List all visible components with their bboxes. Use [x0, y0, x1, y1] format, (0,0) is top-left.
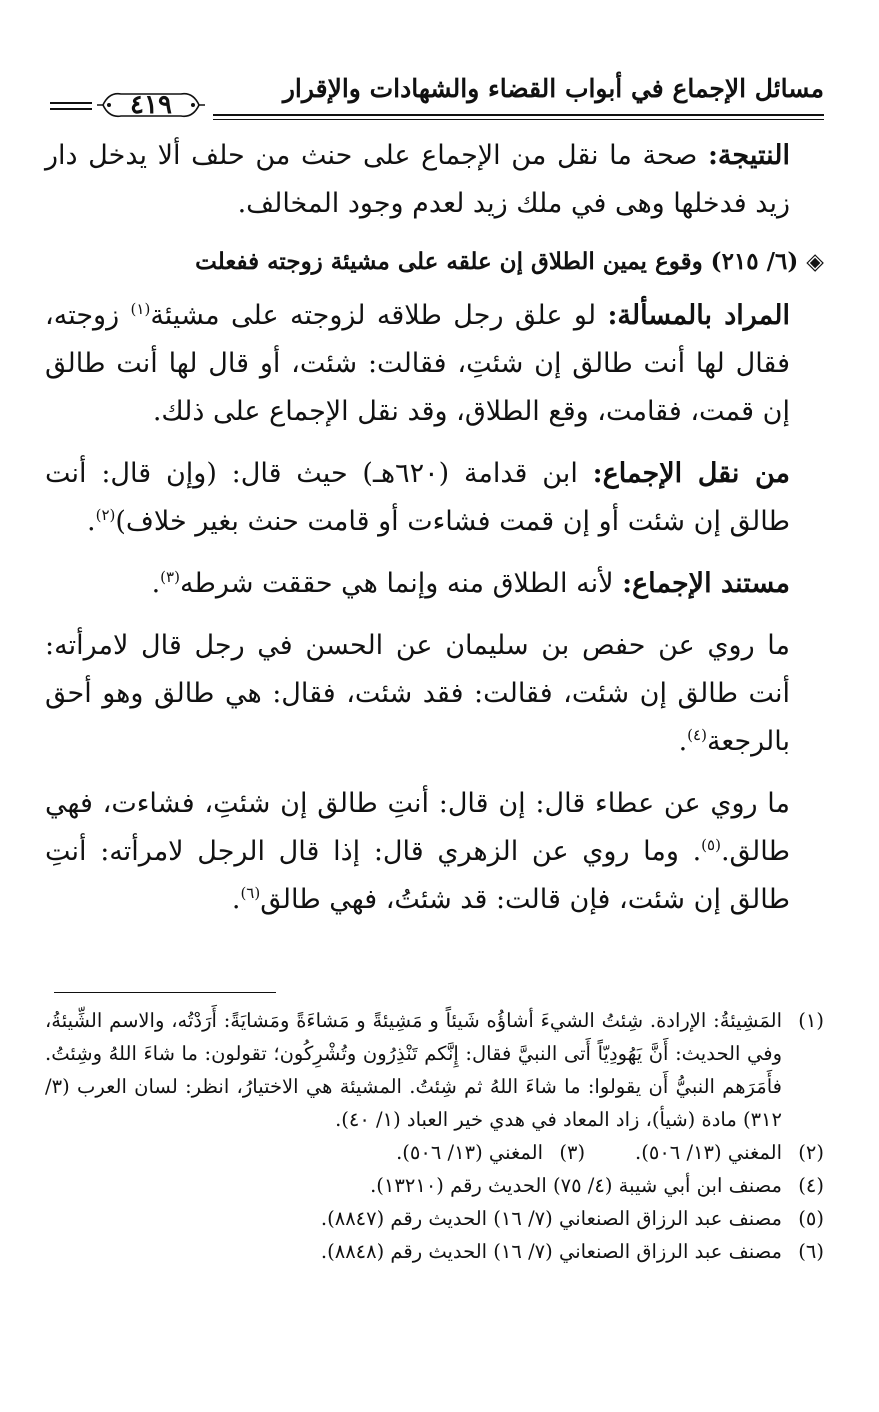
footnote-item	[45, 1169, 824, 1202]
paragraph-text: .	[87, 506, 96, 537]
paragraph-lead: من نقل الإجماع:	[592, 458, 790, 489]
paragraph-text: لو علق رجل طلاقه لزوجته على مشيئة	[150, 300, 608, 331]
footnote-text: مصنف عبد الرزاق الصنعاني (٧/ ١٦) الحديث رقم (٨٨٤٧).	[320, 1207, 782, 1230]
footnote-number: (٢)	[798, 1141, 824, 1164]
footnote-number: (٦)	[798, 1240, 824, 1263]
footnote-ref[interactable]: (٢)	[95, 506, 116, 524]
footnote-ref[interactable]: (٥)	[701, 836, 721, 854]
running-title: مسائل الإجماع في أبواب القضاء والشهادات والإقرار	[282, 74, 824, 103]
footnote-number: (٣)	[559, 1141, 586, 1164]
issue-title: (٦/ ٢١٥) وقوع يمين الطلاق إن علقه على مشيئة زوجته ففعلت	[195, 248, 799, 275]
footnote-ref[interactable]: (٦)	[240, 884, 261, 902]
paragraph-basis	[45, 560, 824, 608]
footnote-number: (١)	[798, 1009, 824, 1032]
header-rule-thin	[213, 119, 824, 120]
paragraph-result	[45, 132, 824, 228]
paragraph-text: . وما روي عن الزهري قال: إذا قال الرجل لامرأته: أنتِ طالق إن شئت، فإن قالت: قد شئتُ، فهي طالق	[45, 836, 790, 915]
paragraph-text: صحة ما نقل من الإجماع على حنث من حلف ألا يدخل دار زيد فدخلها وهى في ملك زيد لعدم وجود المخالف.	[45, 140, 790, 219]
page	[45, 70, 824, 1412]
page-header	[45, 70, 824, 132]
paragraph-lead: المراد بالمسألة:	[607, 300, 791, 331]
footnote-number: (٤)	[798, 1174, 824, 1197]
paragraph-hasan-report	[45, 622, 824, 766]
paragraph-text: .	[231, 884, 241, 915]
paragraph-text: ما روي عن حفص بن سليمان عن الحسن في رجل قال لامرأته: أنت طالق إن شئت، فقالت: فقد شئت، فقال: هي طالق وهو أحق بالرجعة	[45, 630, 790, 757]
header-rule-left-2	[50, 108, 92, 110]
footnote-ref[interactable]: (٤)	[687, 726, 707, 744]
footnote-separator	[54, 992, 276, 993]
paragraph-text: ابن قدامة (٦٢٠هـ) حيث قال: (وإن قال: أنت طالق إن شئت أو إن قمت فشاءت أو قامت حنث بغير خلاف)	[45, 458, 790, 537]
issue-heading	[45, 242, 824, 282]
header-rule	[213, 114, 824, 116]
footnote-row	[45, 1136, 824, 1169]
paragraph-text: ما روي عن عطاء قال: إن قال: أنتِ طالق إن شئتِ، فشاءت، فهي طالق.	[45, 788, 790, 867]
paragraph-lead: النتيجة:	[707, 140, 790, 171]
footnote-number: (٥)	[798, 1207, 824, 1230]
header-rule-left	[50, 102, 92, 104]
footnotes-list	[45, 1004, 824, 1268]
footnote-text: المغني (١٣/ ٥٠٦).	[635, 1141, 782, 1164]
footnote-item	[45, 1004, 824, 1136]
footnote-text: المَشِيئةُ: الإرادة. شِئتُ الشيءَ أشاؤُه شَيئاً و مَشِيئةً و مَشاءَةً ومَشايَةً: أَرَدْتُه، والاسم الشِّيئةُ، وفي الحديث: أَنَّ يَهُودِيّاً أَتى النبيَّ فقال: إِنَّكم تَنْذِرُون وتُشْرِكُون؛ تقولون: ما شاءَ اللهُ وشِئتُ. فأَمَرَهم النبيُّ أَن يقولوا: ما شاءَ اللهُ ثم شِئتُ. المشيئة هي الاختيارُ، انظر: لسان العرب (٣/ ٣١٢) مادة (شيأ)، زاد المعاد في هدي خير العباد (١/ ٤٠).	[45, 1009, 782, 1131]
paragraph-text: لأنه الطلاق منه وإنما هي حققت شرطه	[179, 568, 623, 599]
footnote-ref[interactable]: (٣)	[160, 568, 180, 586]
page-number: ٤١٩	[130, 90, 172, 120]
paragraph-text: .	[678, 726, 688, 757]
paragraph-ata-report	[45, 780, 824, 924]
footnote-item	[635, 1136, 824, 1169]
diamond-bullet-icon: ◈	[806, 249, 824, 275]
paragraph-text: .	[151, 568, 161, 599]
page-number-badge	[95, 88, 207, 122]
footnote-ref[interactable]: (١)	[130, 300, 151, 318]
footnote-text: مصنف عبد الرزاق الصنعاني (٧/ ١٦) الحديث رقم (٨٨٤٨).	[320, 1240, 782, 1263]
paragraph-text: زوجته، فقال لها أنت طالق إن شئتِ، فقالت: شئت، أو قال لها أنت طالق إن قمت، فقامت، وقع الطلاق، وقد نقل الإجماع على ذلك.	[45, 300, 790, 427]
footnote-text: المغني (١٣/ ٥٠٦).	[396, 1141, 544, 1164]
footnote-item	[396, 1136, 585, 1169]
footnote-text: مصنف ابن أبي شيبة (٤/ ٧٥) الحديث رقم (١٣٢١٠).	[370, 1174, 782, 1197]
paragraph-meaning	[45, 292, 824, 436]
footnote-item	[45, 1235, 824, 1268]
paragraph-transmitter	[45, 450, 824, 546]
paragraph-lead: مستند الإجماع:	[622, 568, 790, 599]
footnote-item	[45, 1202, 824, 1235]
